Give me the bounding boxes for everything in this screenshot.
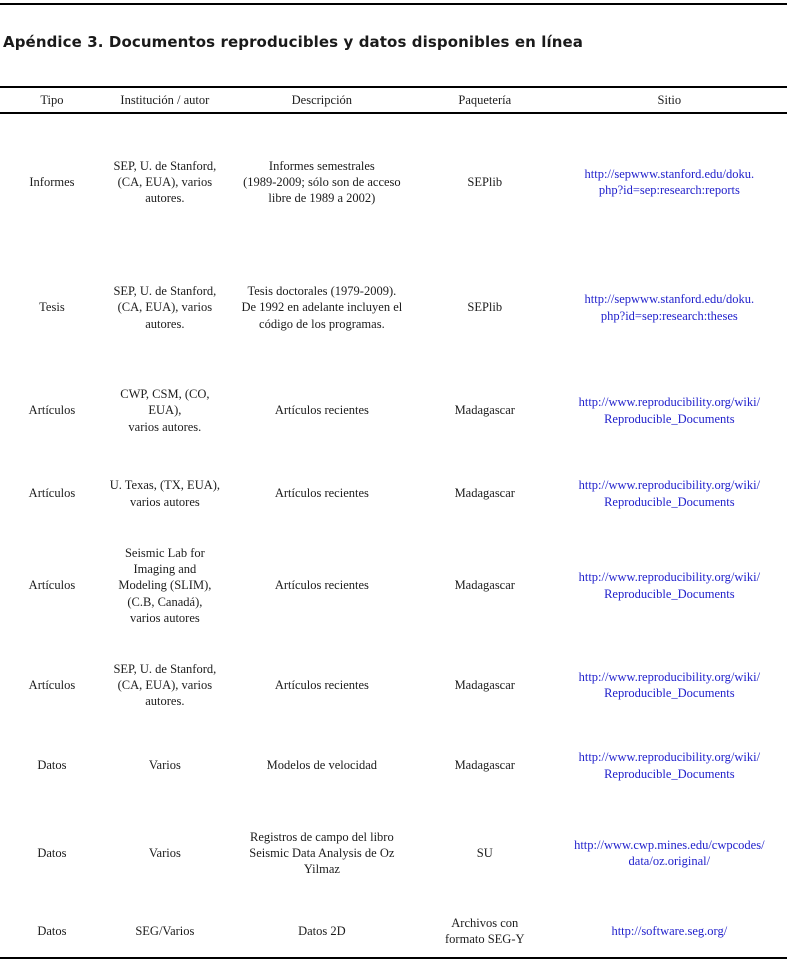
cell-tipo: Datos (37, 845, 67, 860)
site-link[interactable]: http://www.reproducibility.org/wiki/ Reproducible_Documents (578, 750, 761, 781)
site-link[interactable]: http://sepwww.stanford.edu/doku. php?id=sep:research:reports (584, 166, 755, 197)
cell-descripcion: Artículos recientes (274, 486, 369, 501)
col-header-tipo: Tipo (40, 92, 64, 107)
table-row-articulos-utexas (0, 456, 787, 531)
table-row-datos-velocidad (0, 730, 787, 801)
cell-institucion: SEP, U. de Stanford, (CA, EUA), varios autores. (113, 284, 217, 331)
cell-paqueteria: SEPlib (467, 174, 503, 189)
cell-institucion: Varios (148, 758, 181, 773)
document-page (0, 3, 787, 965)
cell-descripcion: Artículos recientes (274, 403, 369, 418)
cell-sitio (552, 905, 787, 958)
cell-tipo: Artículos (28, 486, 76, 501)
cell-sitio (552, 456, 787, 531)
col-header-institucion-autor: Institución / autor (120, 92, 210, 107)
cell-institucion: CWP, CSM, (CO, EUA), varios autores. (120, 387, 210, 434)
cell-paqueteria: SEPlib (467, 300, 503, 315)
site-link[interactable]: http://www.reproducibility.org/wiki/ Reproducible_Documents (578, 478, 761, 509)
cell-tipo: Artículos (28, 578, 76, 593)
cell-descripcion: Registros de campo del libro Seismic Data Analysis de Oz Yilmaz (249, 829, 395, 877)
table-row-articulos-sep (0, 640, 787, 730)
cell-paqueteria: Madagascar (454, 758, 515, 773)
col-header-paqueteria: Paquetería (458, 92, 512, 107)
cell-tipo: Datos (37, 923, 67, 938)
cell-sitio (552, 640, 787, 730)
cell-tipo: Tesis (39, 300, 65, 315)
site-link[interactable]: http://sepwww.stanford.edu/doku. php?id=sep:research:theses (584, 292, 755, 323)
cell-institucion: Seismic Lab for Imaging and Modeling (SLIM), (C.B, Canadá), varios autores (118, 545, 212, 625)
cell-descripcion: Tesis doctorales (1979-2009). De 1992 en adelante incluyen el código de los programas. (241, 284, 403, 331)
site-link[interactable]: http://www.cwp.mines.edu/cwpcodes/ data/oz.original/ (574, 837, 765, 868)
cell-paqueteria: SU (476, 845, 493, 860)
cell-tipo: Datos (37, 758, 67, 773)
cell-institucion: SEP, U. de Stanford, (CA, EUA), varios autores. (113, 158, 217, 206)
cell-descripcion: Artículos recientes (274, 677, 369, 692)
site-link[interactable]: http://www.reproducibility.org/wiki/ Reproducible_Documents (578, 669, 761, 700)
cell-paqueteria: Archivos con formato SEG-Y (445, 915, 525, 946)
cell-sitio (552, 730, 787, 801)
cell-institucion: Varios (148, 845, 181, 860)
cell-paqueteria: Madagascar (454, 403, 515, 418)
cell-sitio (552, 801, 787, 905)
cell-descripcion: Modelos de velocidad (266, 758, 378, 773)
cell-institucion: SEP, U. de Stanford, (CA, EUA), varios autores. (113, 661, 217, 709)
cell-descripcion: Informes semestrales (1989-2009; sólo son de acceso libre de 1989 a 2002) (243, 158, 401, 206)
site-link[interactable]: http://www.reproducibility.org/wiki/ Reproducible_Documents (578, 395, 761, 426)
cell-sitio (552, 365, 787, 456)
cell-institucion: U. Texas, (TX, EUA), varios autores (109, 478, 221, 509)
col-header-descripcion: Descripción (291, 92, 353, 107)
cell-sitio (552, 531, 787, 640)
col-header-sitio: Sitio (657, 92, 682, 107)
table-row-datos-oz (0, 801, 787, 905)
cell-descripcion: Artículos recientes (274, 578, 369, 593)
cell-sitio (552, 113, 787, 250)
cell-sitio (552, 250, 787, 365)
table-row-informes (0, 113, 787, 250)
cell-tipo: Artículos (28, 677, 76, 692)
cell-paqueteria: Madagascar (454, 677, 515, 692)
cell-institucion: SEG/Varios (135, 923, 195, 938)
cell-descripcion: Datos 2D (298, 923, 346, 938)
cell-tipo: Artículos (28, 403, 76, 418)
cell-tipo: Informes (29, 174, 75, 189)
appendix-table (0, 86, 787, 959)
site-link[interactable]: http://software.seg.org/ (611, 923, 728, 938)
table-row-datos-2d (0, 905, 787, 958)
page-top-rule (0, 3, 787, 5)
appendix-title: Apéndice 3. Documentos reproducibles y datos disponibles en línea (3, 33, 584, 51)
site-link[interactable]: http://www.reproducibility.org/wiki/ Reproducible_Documents (578, 570, 761, 601)
cell-paqueteria: Madagascar (454, 486, 515, 501)
table-header-row (0, 87, 787, 113)
table-row-tesis (0, 250, 787, 365)
cell-paqueteria: Madagascar (454, 578, 515, 593)
table-row-articulos-slim (0, 531, 787, 640)
table-row-articulos-cwp (0, 365, 787, 456)
